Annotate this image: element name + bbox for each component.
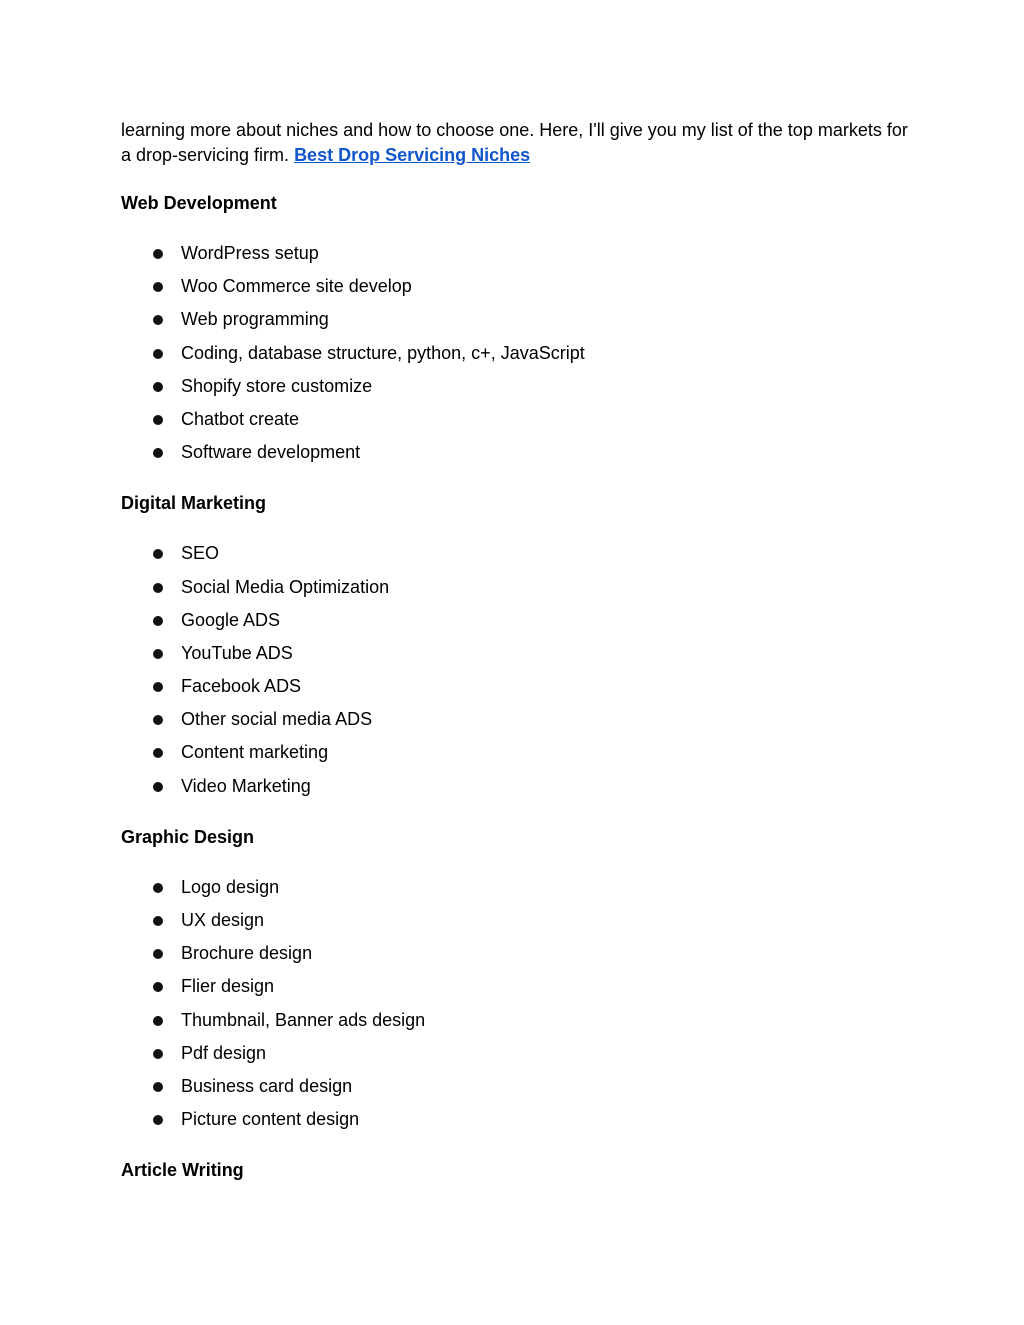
bullet-list <box>121 537 911 803</box>
list-item-label: UX design <box>181 910 265 930</box>
list-item <box>121 604 911 637</box>
bullet-icon <box>153 916 163 926</box>
bullet-icon <box>153 349 163 359</box>
list-item <box>121 904 911 937</box>
list-item-label: Logo design <box>181 876 280 897</box>
list-item-label: YouTube ADS <box>181 642 293 663</box>
section-heading: Graphic Design <box>121 826 255 847</box>
bullet-icon <box>153 782 163 792</box>
list-item-label: Coding, database structure, python, c+, JavaScript <box>181 342 585 363</box>
list-item <box>121 537 911 570</box>
list-item-label: Pdf design <box>181 1042 267 1063</box>
list-item <box>121 703 911 736</box>
list-item-label: Flier design <box>181 976 275 997</box>
list-item-label: Other social media ADS <box>181 709 373 730</box>
list-item <box>121 1070 911 1103</box>
list-item <box>121 736 911 769</box>
list-item <box>121 970 911 1003</box>
section-heading: Web Development <box>121 193 277 213</box>
list-item <box>121 1037 911 1070</box>
list-item-label: Software development <box>181 442 361 463</box>
list-item <box>121 337 911 370</box>
section-web-development <box>121 191 911 469</box>
bullet-icon <box>153 415 163 425</box>
bullet-icon <box>153 583 163 593</box>
list-item-label: Social Media Optimization <box>181 576 390 597</box>
bullet-icon <box>153 549 163 559</box>
bullet-list <box>121 237 911 469</box>
list-item-label: Chatbot create <box>181 408 300 429</box>
bullet-icon <box>153 949 163 959</box>
section-digital-marketing <box>121 491 911 803</box>
bullet-icon <box>153 249 163 259</box>
list-item-label: Facebook ADS <box>181 676 302 697</box>
bullet-icon <box>153 682 163 692</box>
bullet-icon <box>153 1016 163 1026</box>
bullet-icon <box>153 282 163 292</box>
list-item-label: Brochure design <box>181 943 313 964</box>
list-item-label: Thumbnail, Banner ads design <box>181 1009 426 1030</box>
list-item <box>121 871 911 904</box>
bullet-icon <box>153 315 163 325</box>
list-item-label: Business card design <box>181 1075 353 1096</box>
list-item <box>121 370 911 403</box>
list-item <box>121 403 911 436</box>
list-item-label: Content marketing <box>181 742 329 763</box>
intro-paragraph <box>121 118 911 167</box>
section-heading: Article Writing <box>121 1160 244 1181</box>
list-item <box>121 637 911 670</box>
list-item <box>121 670 911 703</box>
bullet-icon <box>153 1049 163 1059</box>
bullet-icon <box>153 715 163 725</box>
section-article-writing <box>121 1158 911 1182</box>
bullet-list <box>121 871 911 1137</box>
list-item <box>121 1004 911 1037</box>
list-item <box>121 937 911 970</box>
list-item-label: Google ADS <box>181 609 281 630</box>
list-item-label: Video Marketing <box>181 775 311 796</box>
best-drop-servicing-niches-link[interactable]: Best Drop Servicing Niches <box>294 144 531 165</box>
list-item <box>121 237 911 270</box>
section-heading: Digital Marketing <box>121 493 267 514</box>
list-item-label: WordPress setup <box>181 243 319 263</box>
section-graphic-design <box>121 825 911 1137</box>
intro-text: learning more about niches and how to choose one. Here, I'll give you my list of the top markets for a drop-servicing firm. <box>121 120 908 165</box>
list-item-label: Web programming <box>181 309 329 330</box>
list-item-label: Shopify store customize <box>181 375 373 396</box>
bullet-icon <box>153 748 163 758</box>
list-item <box>121 303 911 336</box>
bullet-icon <box>153 982 163 992</box>
bullet-icon <box>153 616 163 626</box>
bullet-icon <box>153 1082 163 1092</box>
list-item-label: Woo Commerce site develop <box>181 276 412 297</box>
list-item <box>121 571 911 604</box>
list-item <box>121 1103 911 1136</box>
bullet-icon <box>153 448 163 458</box>
bullet-icon <box>153 382 163 392</box>
bullet-icon <box>153 649 163 659</box>
bullet-icon <box>153 1115 163 1125</box>
list-item-label: SEO <box>181 543 220 564</box>
bullet-icon <box>153 883 163 893</box>
list-item <box>121 436 911 469</box>
list-item-label: Picture content design <box>181 1109 360 1130</box>
list-item <box>121 770 911 803</box>
document-body <box>121 118 911 1182</box>
list-item <box>121 270 911 303</box>
